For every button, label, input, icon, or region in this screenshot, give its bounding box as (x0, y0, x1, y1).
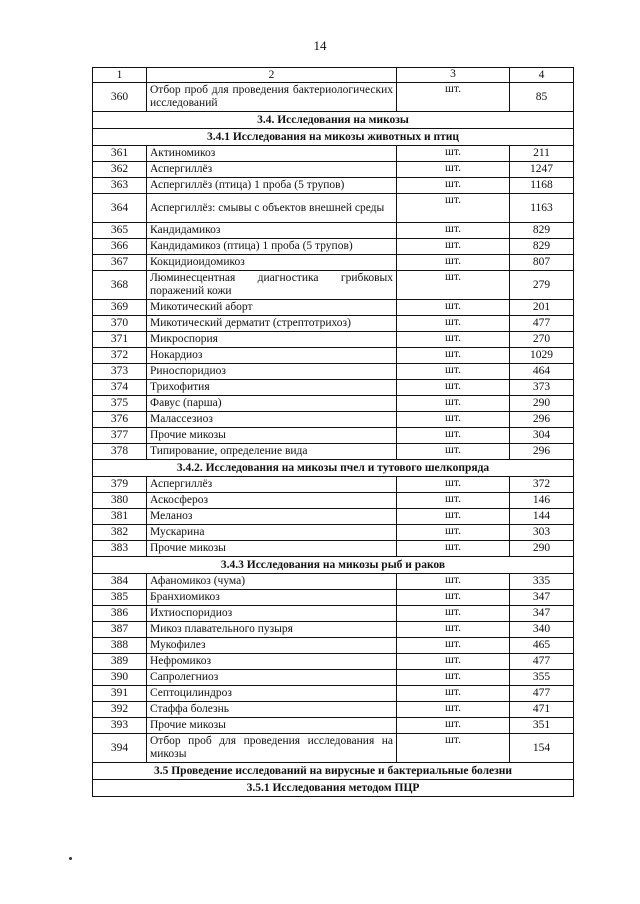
row-number: 380 (93, 493, 147, 509)
row-number: 394 (93, 734, 147, 763)
row-number: 369 (93, 300, 147, 316)
item-price: 290 (510, 541, 574, 557)
item-price: 85 (510, 83, 574, 112)
item-price: 340 (510, 622, 574, 638)
item-unit: шт. (397, 178, 510, 194)
item-unit: шт. (397, 702, 510, 718)
item-name: Микоз плавательного пузыря (147, 622, 397, 638)
header-cell: 4 (510, 68, 574, 83)
price-table (92, 67, 574, 797)
item-price: 471 (510, 702, 574, 718)
item-unit: шт. (397, 83, 510, 112)
item-name: Люминесцентная диагностика грибковых поражений кожи (147, 271, 397, 300)
item-unit: шт. (397, 223, 510, 239)
row-number: 362 (93, 162, 147, 178)
table-row (93, 300, 574, 316)
row-number: 379 (93, 477, 147, 493)
row-number: 382 (93, 525, 147, 541)
row-number: 390 (93, 670, 147, 686)
row-number: 392 (93, 702, 147, 718)
item-name: Микроспория (147, 332, 397, 348)
table-row (93, 702, 574, 718)
row-number: 376 (93, 412, 147, 428)
item-name: Аскосфероз (147, 493, 397, 509)
table-row (93, 574, 574, 590)
row-number: 373 (93, 364, 147, 380)
item-price: 355 (510, 670, 574, 686)
item-price: 372 (510, 477, 574, 493)
section-title: 3.4.2. Исследования на микозы пчел и тутового шелкопряда (93, 460, 574, 477)
row-number: 370 (93, 316, 147, 332)
row-number: 377 (93, 428, 147, 444)
item-unit: шт. (397, 380, 510, 396)
item-name: Отбор проб для проведения исследования на микозы (147, 734, 397, 763)
page-number: 14 (313, 38, 327, 53)
table-row (93, 239, 574, 255)
table-row (93, 396, 574, 412)
item-name: Отбор проб для проведения бактериологических исследований (147, 83, 397, 112)
section-title: 3.4.1 Исследования на микозы животных и птиц (93, 129, 574, 146)
row-number: 372 (93, 348, 147, 364)
item-unit: шт. (397, 255, 510, 271)
table-row (93, 364, 574, 380)
table-row (93, 590, 574, 606)
item-unit: шт. (397, 396, 510, 412)
table-row (93, 412, 574, 428)
section-title: 3.4.3 Исследования на микозы рыб и раков (93, 557, 574, 574)
item-unit: шт. (397, 348, 510, 364)
item-name: Аспергиллёз (птица) 1 проба (5 трупов) (147, 178, 397, 194)
item-unit: шт. (397, 444, 510, 460)
table-row (93, 194, 574, 223)
row-number: 364 (93, 194, 147, 223)
item-price: 373 (510, 380, 574, 396)
header-cell: 1 (93, 68, 147, 83)
item-price: 146 (510, 493, 574, 509)
item-name: Нокардиоз (147, 348, 397, 364)
item-price: 829 (510, 223, 574, 239)
item-unit: шт. (397, 239, 510, 255)
table-row (93, 428, 574, 444)
section-row (93, 460, 574, 477)
table-row (93, 509, 574, 525)
item-unit: шт. (397, 332, 510, 348)
item-price: 290 (510, 396, 574, 412)
table-row (93, 686, 574, 702)
row-number: 374 (93, 380, 147, 396)
row-number: 393 (93, 718, 147, 734)
table-row (93, 146, 574, 162)
item-price: 296 (510, 412, 574, 428)
item-name: Малассезиоз (147, 412, 397, 428)
item-name: Бранхиомикоз (147, 590, 397, 606)
item-unit: шт. (397, 718, 510, 734)
item-name: Аспергиллёз (147, 477, 397, 493)
item-unit: шт. (397, 146, 510, 162)
item-name: Прочие микозы (147, 718, 397, 734)
item-unit: шт. (397, 686, 510, 702)
item-unit: шт. (397, 541, 510, 557)
row-number: 387 (93, 622, 147, 638)
item-unit: шт. (397, 271, 510, 300)
item-price: 1163 (510, 194, 574, 223)
item-name: Риноспоридиоз (147, 364, 397, 380)
row-number: 371 (93, 332, 147, 348)
section-row (93, 129, 574, 146)
price-table-body (93, 68, 574, 797)
item-price: 211 (510, 146, 574, 162)
table-row (93, 525, 574, 541)
table-header-row (93, 68, 574, 83)
item-unit: шт. (397, 622, 510, 638)
row-number: 366 (93, 239, 147, 255)
table-row (93, 178, 574, 194)
table-row (93, 541, 574, 557)
row-number: 367 (93, 255, 147, 271)
item-unit: шт. (397, 364, 510, 380)
item-name: Трихофития (147, 380, 397, 396)
row-number: 368 (93, 271, 147, 300)
item-name: Меланоз (147, 509, 397, 525)
item-name: Прочие микозы (147, 428, 397, 444)
item-name: Мукофилез (147, 638, 397, 654)
table-row (93, 493, 574, 509)
item-price: 279 (510, 271, 574, 300)
header-cell: 2 (147, 68, 397, 83)
item-price: 144 (510, 509, 574, 525)
row-number: 361 (93, 146, 147, 162)
item-name: Ихтиоспоридиоз (147, 606, 397, 622)
row-number: 365 (93, 223, 147, 239)
row-number: 385 (93, 590, 147, 606)
item-unit: шт. (397, 574, 510, 590)
table-row (93, 654, 574, 670)
item-unit: шт. (397, 670, 510, 686)
section-row (93, 557, 574, 574)
item-price: 477 (510, 686, 574, 702)
row-number: 381 (93, 509, 147, 525)
row-number: 375 (93, 396, 147, 412)
item-unit: шт. (397, 654, 510, 670)
item-name: Аспергиллёз: смывы с объектов внешней среды (147, 194, 397, 223)
section-title: 3.5.1 Исследования методом ПЦР (93, 780, 574, 797)
row-number: 386 (93, 606, 147, 622)
table-row (93, 477, 574, 493)
table-row (93, 670, 574, 686)
item-price: 477 (510, 316, 574, 332)
row-number: 383 (93, 541, 147, 557)
item-price: 270 (510, 332, 574, 348)
item-name: Стаффа болезнь (147, 702, 397, 718)
item-unit: шт. (397, 606, 510, 622)
row-number: 360 (93, 83, 147, 112)
item-name: Афаномикоз (чума) (147, 574, 397, 590)
item-price: 807 (510, 255, 574, 271)
item-name: Микотический дерматит (стрептотрихоз) (147, 316, 397, 332)
table-row (93, 638, 574, 654)
table-row (93, 444, 574, 460)
row-number: 391 (93, 686, 147, 702)
table-row (93, 255, 574, 271)
item-name: Кандидамикоз (птица) 1 проба (5 трупов) (147, 239, 397, 255)
item-unit: шт. (397, 162, 510, 178)
table-row (93, 332, 574, 348)
item-price: 201 (510, 300, 574, 316)
item-name: Типирование, определение вида (147, 444, 397, 460)
item-price: 829 (510, 239, 574, 255)
item-unit: шт. (397, 734, 510, 763)
item-unit: шт. (397, 300, 510, 316)
table-row (93, 606, 574, 622)
row-number: 378 (93, 444, 147, 460)
item-unit: шт. (397, 316, 510, 332)
section-row (93, 763, 574, 780)
row-number: 384 (93, 574, 147, 590)
item-name: Фавус (парша) (147, 396, 397, 412)
item-name: Сапролегниоз (147, 670, 397, 686)
section-row (93, 112, 574, 129)
table-row (93, 380, 574, 396)
item-name: Кокцидиоидомикоз (147, 255, 397, 271)
item-price: 347 (510, 606, 574, 622)
item-unit: шт. (397, 428, 510, 444)
item-unit: шт. (397, 477, 510, 493)
item-price: 335 (510, 574, 574, 590)
item-price: 1247 (510, 162, 574, 178)
item-price: 296 (510, 444, 574, 460)
item-name: Прочие микозы (147, 541, 397, 557)
item-name: Актиномикоз (147, 146, 397, 162)
stray-dot (69, 857, 72, 860)
table-row (93, 271, 574, 300)
table-row (93, 316, 574, 332)
table-row (93, 223, 574, 239)
item-price: 464 (510, 364, 574, 380)
item-price: 477 (510, 654, 574, 670)
item-unit: шт. (397, 509, 510, 525)
header-cell: 3 (397, 68, 510, 83)
row-number: 388 (93, 638, 147, 654)
item-price: 304 (510, 428, 574, 444)
item-price: 465 (510, 638, 574, 654)
item-price: 154 (510, 734, 574, 763)
item-price: 303 (510, 525, 574, 541)
table-row (93, 622, 574, 638)
item-price: 347 (510, 590, 574, 606)
item-name: Нефромикоз (147, 654, 397, 670)
row-number: 389 (93, 654, 147, 670)
item-name: Септоцилиндроз (147, 686, 397, 702)
item-name: Мускарина (147, 525, 397, 541)
section-title: 3.4. Исследования на микозы (93, 112, 574, 129)
item-unit: шт. (397, 638, 510, 654)
item-unit: шт. (397, 194, 510, 223)
item-unit: шт. (397, 525, 510, 541)
section-row (93, 780, 574, 797)
table-row (93, 348, 574, 364)
item-unit: шт. (397, 412, 510, 428)
item-price: 1168 (510, 178, 574, 194)
table-row (93, 162, 574, 178)
item-unit: шт. (397, 590, 510, 606)
table-row (93, 718, 574, 734)
item-price: 351 (510, 718, 574, 734)
table-row (93, 734, 574, 763)
item-name: Микотический аборт (147, 300, 397, 316)
item-name: Аспергиллёз (147, 162, 397, 178)
item-name: Кандидамикоз (147, 223, 397, 239)
section-title: 3.5 Проведение исследований на вирусные и бактериальные болезни (93, 763, 574, 780)
row-number: 363 (93, 178, 147, 194)
item-price: 1029 (510, 348, 574, 364)
item-unit: шт. (397, 493, 510, 509)
table-row (93, 83, 574, 112)
